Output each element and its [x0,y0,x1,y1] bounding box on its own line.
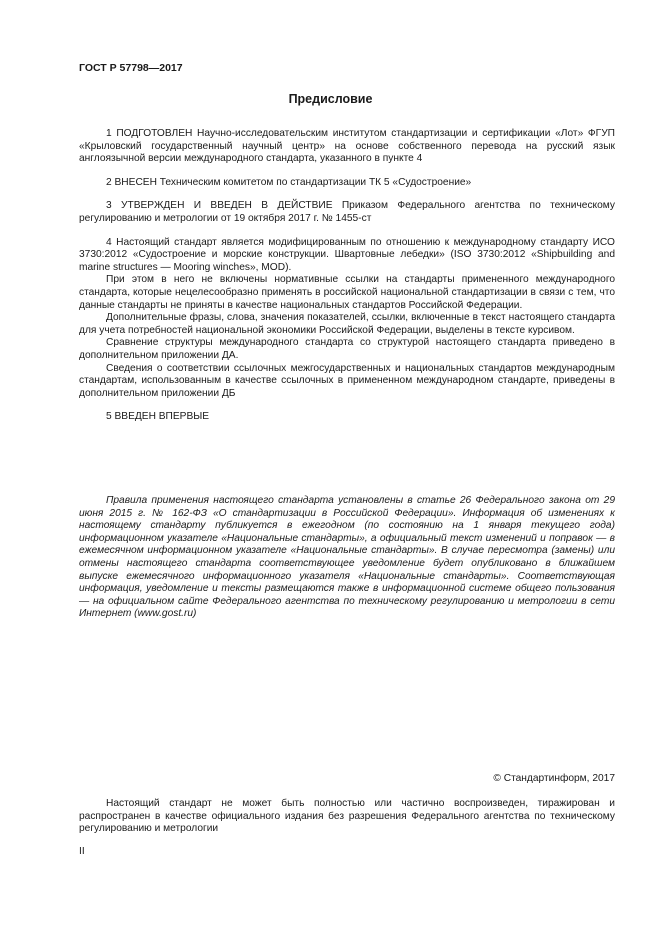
section-2-paragraph: 2 ВНЕСЕН Техническим комитетом по стандартизации ТК 5 «Судостроение» [106,176,472,188]
section-1-paragraph: 1 ПОДГОТОВЛЕН Научно-исследовательским институтом стандартизации и сертификации «Лот» ФГУП «Крыловский государственный научный центр» на основе собственного перевода на русский язык англоязычной версии международного стандарта, указанного в пункте 4 [79,128,615,165]
section-5-paragraph: 5 ВВЕДЕН ВПЕРВЫЕ [106,411,210,423]
foreword-body [79,128,615,424]
section-4-paragraph: При этом в него не включены нормативные ссылки на стандарты примененного международного стандарта, которые нецелесообразно применять в российской национальной стандартизации в связи с тем, что данные стандарты не приняты в качестве национальных стандартов Российской Федерации. [79,274,615,311]
standard-code: ГОСТ Р 57798—2017 [79,62,183,74]
reproduction-text: Настоящий стандарт не может быть полностью или частично воспроизведен, тиражирован и распространен в качестве официального издания без разрешения Федерального агентства по техническому регулированию и метрологии [79,798,615,835]
section-4-paragraph: Сравнение структуры международного стандарта со структурой настоящего стандарта приведено в дополнительном приложении ДА. [79,337,615,361]
section-4-paragraph: Сведения о соответствии ссылочных межгосударственных и национальных стандартов международным стандартам, использованным в качестве ссылочных в примененном международном стандарте, приведены в дополнительном приложении ДБ [79,362,615,399]
notice-text: Правила применения настоящего стандарта установлены в статье 26 Федерального закона от 29 июня 2015 г. № 162-ФЗ «О стандартизации в Российской Федерации». Информация об изменениях к настоящему стандарту публикуется в ежегодном (по состоянию на 1 января текущего года) информационном указателе «Национальные стандарты», а официальный текст изменений и поправок — в ежемесячном информационном указателе «Национальные стандарты». В случае пересмотра (замены) или отмены настоящего стандарта соответствующее уведомление будет опубликовано в ближайшем выпуске ежемесячного информационного указателя «Национальные стандарты». Соответствующая информация, уведомление и тексты размещаются также в информационной системе общего пользования — на официальном сайте Федерального агентства по техническому регулированию и метрологии в сети Интернет (www.gost.ru) [79,495,615,620]
application-rules-notice [79,495,615,621]
section-4-paragraph: Дополнительные фразы, слова, значения показателей, ссылки, включенные в текст настоящего стандарта для учета потребностей национальной экономики Российской Федерации, выделены в тексте курсивом. [79,312,615,336]
section-3-paragraph: 3 УТВЕРЖДЕН И ВВЕДЕН В ДЕЙСТВИЕ Приказом Федерального агентства по техническому регулированию и метрологии от 19 октября 2017 г. № 1455-ст [79,200,615,224]
page-number: II [79,846,85,857]
copyright: © Стандартинформ, 2017 [493,773,615,784]
section-4-paragraph: 4 Настоящий стандарт является модифицированным по отношению к международному стандарту ИСО 3730:2012 «Судостроение и морские конструкции. Швартовные лебедки» (ISO 3730:2012 «Shipbuilding and marine structures — Mooring winches», MOD). [79,236,615,273]
reproduction-notice [79,798,615,836]
page-title: Предисловие [288,92,373,106]
